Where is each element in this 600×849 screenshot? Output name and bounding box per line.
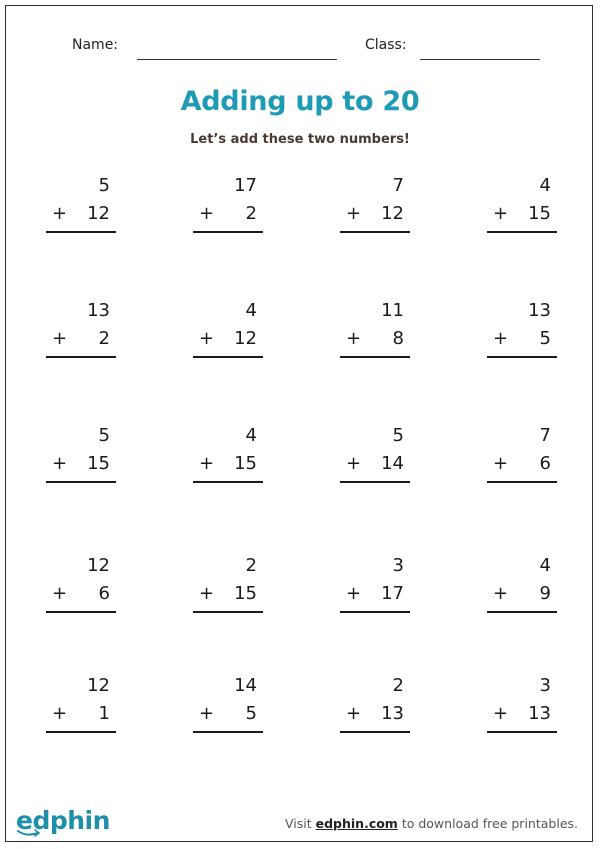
addend-bottom: 14 (381, 453, 404, 474)
addend-top: 5 (98, 175, 110, 196)
class-label: Class: (365, 37, 407, 53)
answer-line[interactable] (46, 231, 116, 233)
plus-sign: + (52, 703, 68, 724)
addend-bottom: 8 (392, 328, 404, 349)
addend-bottom: 13 (381, 703, 404, 724)
answer-line[interactable] (340, 356, 410, 358)
addition-problem (336, 675, 416, 737)
logo-swoosh-icon (16, 828, 50, 838)
plus-sign: + (493, 203, 509, 224)
addition-problem (189, 555, 269, 617)
footer-text (285, 816, 578, 831)
addend-top: 12 (87, 675, 110, 696)
name-label: Name: (72, 37, 119, 53)
addend-top: 4 (245, 300, 257, 321)
addend-top: 3 (392, 555, 404, 576)
page-subtitle: Let’s add these two numbers! (190, 132, 410, 147)
addend-top: 13 (528, 300, 551, 321)
answer-line[interactable] (193, 356, 263, 358)
addend-top: 2 (392, 675, 404, 696)
plus-sign: + (493, 453, 509, 474)
plus-sign: + (346, 203, 362, 224)
plus-sign: + (199, 703, 215, 724)
answer-line[interactable] (487, 481, 557, 483)
answer-line[interactable] (193, 231, 263, 233)
addend-bottom: 13 (528, 703, 551, 724)
addition-problem (336, 300, 416, 362)
addend-bottom: 15 (87, 453, 110, 474)
addition-problem (483, 300, 563, 362)
plus-sign: + (199, 328, 215, 349)
addend-top: 4 (245, 425, 257, 446)
addend-bottom: 17 (381, 583, 404, 604)
addition-problem (483, 425, 563, 487)
plus-sign: + (346, 453, 362, 474)
answer-line[interactable] (46, 611, 116, 613)
answer-line[interactable] (487, 231, 557, 233)
answer-line[interactable] (487, 356, 557, 358)
addition-problem (42, 175, 122, 237)
answer-line[interactable] (46, 731, 116, 733)
answer-line[interactable] (340, 731, 410, 733)
plus-sign: + (346, 583, 362, 604)
addend-bottom: 2 (98, 328, 110, 349)
addend-bottom: 6 (539, 453, 551, 474)
page-title: Adding up to 20 (180, 86, 420, 117)
addend-bottom: 2 (245, 203, 257, 224)
plus-sign: + (493, 703, 509, 724)
addend-bottom: 12 (87, 203, 110, 224)
footer-suffix: to download free printables. (397, 816, 578, 831)
addition-problem (42, 425, 122, 487)
addend-top: 14 (234, 675, 257, 696)
addend-top: 5 (392, 425, 404, 446)
name-field[interactable] (137, 59, 337, 60)
answer-line[interactable] (487, 731, 557, 733)
addend-bottom: 12 (234, 328, 257, 349)
footer-link[interactable]: edphin.com (315, 816, 398, 831)
addition-problem (189, 425, 269, 487)
addend-top: 3 (539, 675, 551, 696)
addend-top: 4 (539, 175, 551, 196)
addition-problem (189, 675, 269, 737)
answer-line[interactable] (46, 356, 116, 358)
addend-top: 12 (87, 555, 110, 576)
addend-top: 13 (87, 300, 110, 321)
addend-top: 4 (539, 555, 551, 576)
addition-problem (336, 555, 416, 617)
addition-problem (336, 425, 416, 487)
addend-top: 2 (245, 555, 257, 576)
answer-line[interactable] (193, 731, 263, 733)
plus-sign: + (493, 328, 509, 349)
answer-line[interactable] (193, 481, 263, 483)
addend-top: 5 (98, 425, 110, 446)
addition-problem (42, 555, 122, 617)
addend-top: 11 (381, 300, 404, 321)
addition-problem (483, 555, 563, 617)
plus-sign: + (346, 328, 362, 349)
addition-problem (483, 675, 563, 737)
plus-sign: + (493, 583, 509, 604)
addition-problem (189, 300, 269, 362)
addend-bottom: 15 (528, 203, 551, 224)
addend-bottom: 15 (234, 583, 257, 604)
answer-line[interactable] (340, 611, 410, 613)
addition-problem (483, 175, 563, 237)
addend-bottom: 5 (539, 328, 551, 349)
footer-prefix: Visit (285, 816, 316, 831)
plus-sign: + (52, 583, 68, 604)
answer-line[interactable] (193, 611, 263, 613)
addend-top: 7 (539, 425, 551, 446)
addition-problem (189, 175, 269, 237)
addend-bottom: 6 (98, 583, 110, 604)
plus-sign: + (199, 453, 215, 474)
answer-line[interactable] (487, 611, 557, 613)
addend-top: 7 (392, 175, 404, 196)
edphin-logo: edphin (16, 806, 110, 835)
addition-problem (336, 175, 416, 237)
plus-sign: + (346, 703, 362, 724)
answer-line[interactable] (46, 481, 116, 483)
plus-sign: + (199, 583, 215, 604)
answer-line[interactable] (340, 231, 410, 233)
plus-sign: + (52, 453, 68, 474)
addend-bottom: 5 (245, 703, 257, 724)
class-field[interactable] (420, 59, 540, 60)
addend-bottom: 1 (98, 703, 110, 724)
addition-problem (42, 300, 122, 362)
plus-sign: + (199, 203, 215, 224)
addition-problem (42, 675, 122, 737)
addend-bottom: 12 (381, 203, 404, 224)
addend-top: 17 (234, 175, 257, 196)
addend-bottom: 15 (234, 453, 257, 474)
answer-line[interactable] (340, 481, 410, 483)
plus-sign: + (52, 328, 68, 349)
plus-sign: + (52, 203, 68, 224)
addend-bottom: 9 (539, 583, 551, 604)
